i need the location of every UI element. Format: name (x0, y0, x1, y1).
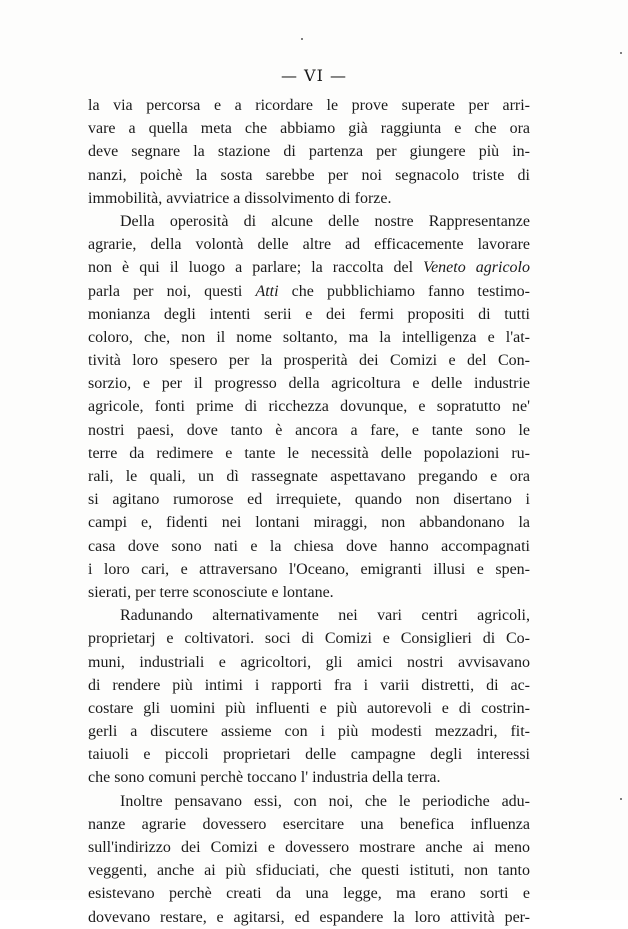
text-segment: non è qui il luogo a parlare; la raccolta del (88, 259, 424, 277)
text-line: casa dove sono nati e la chiesa dove hanno accompagnati (88, 537, 530, 555)
text-line: sorzio, e per il progresso della agricoltura e delle industrie (88, 375, 530, 393)
text-line: monianza degli intenti serii e dei fermi propositi di tutti (88, 305, 530, 323)
text-line: agricole, fonti prime di ricchezza dovunque, e sopratutto ne' (88, 398, 530, 416)
text-line: la via percorsa e a ricordare le prove superate per arri- (88, 97, 530, 114)
text-line: Della operosità di alcune delle nostre Rappresentanze (120, 212, 530, 230)
print-speck (620, 798, 622, 800)
text-line: agrarie, della volontà delle altre ad efficacemente lavorare (88, 236, 530, 254)
text-line: veggenti, anche ai più sfiduciati, che questi istituti, non tanto (88, 862, 530, 880)
italic-title: Veneto agricolo (423, 259, 530, 277)
text-line: esistevano perchè creati da una legge, ma erano sorti e (88, 885, 530, 903)
text-line: nanzi, poichè la sosta sarebbe per noi segnacolo triste di (88, 166, 530, 184)
text-line: vare a quella meta che abbiamo già raggiunta e che ora (88, 120, 530, 138)
text-segment: che pubblichiamo fanno testimo- (278, 282, 530, 300)
text-line: tività loro spesero per la prosperità dei Comizi e del Con- (88, 352, 530, 370)
text-line (88, 280, 530, 303)
text-line: taiuoli e piccoli proprietari delle campagne degli interessi (88, 746, 530, 764)
text-line: di rendere più intimi i rapporti fra i varii distretti, di ac- (88, 676, 530, 694)
text-line: deve segnare la stazione di partenza per giungere più in- (88, 143, 530, 161)
text-line: Radunando alternativamente nei vari centri agricoli, (120, 607, 530, 625)
text-line: rali, le quali, un dì rassegnate aspettavano pregando e ora (88, 468, 530, 485)
text-line: coloro, che, non il nome soltanto, ma la intelligenza e l'at- (88, 328, 530, 346)
text-line: nostri paesi, dove tanto è ancora a fare, e tante sono le (88, 421, 530, 439)
text-line: i loro cari, e attraversano l'Oceano, emigranti illusi e spen- (88, 560, 530, 578)
page-number: — VI — (280, 66, 348, 85)
text-line: campi e, fidenti nei lontani miraggi, non abbandonano la (88, 514, 530, 532)
text-line: si agitano rumorose ed irrequiete, quando non disertano i (88, 491, 530, 509)
text-line: sierati, per terre sconosciute e lontane. (88, 583, 334, 601)
text-line: dovevano restare, e agitarsi, ed espandere la loro attività per- (88, 908, 530, 926)
text-line: nanze agrarie dovessero esercitare una benefica influenza (88, 815, 530, 833)
text-line: costare gli uomini più influenti e più autorevoli e di costrin- (88, 699, 530, 717)
text-segment: parla per noi, questi (88, 282, 256, 300)
text-line (88, 256, 530, 279)
text-line: che sono comuni perchè toccano l' industria della terra. (88, 769, 441, 787)
text-line: Inoltre pensavano essi, con noi, che le periodiche adu- (120, 792, 530, 810)
body-text (88, 94, 530, 929)
text-line: sull'indirizzo dei Comizi e dovessero mostrare anche ai meno (88, 839, 530, 856)
print-speck (301, 38, 303, 40)
italic-title: Atti (255, 282, 279, 300)
text-line: gerli a discutere assieme con i più modesti mezzadri, fit- (88, 723, 530, 741)
text-line: terre da redimere e tante le necessità delle popolazioni ru- (88, 444, 530, 462)
text-line: proprietarj e coltivatori. soci di Comizi e Consiglieri di Co- (88, 630, 530, 648)
text-line: muni, industriali e agricoltori, gli amici nostri avvisavano (88, 653, 530, 671)
print-speck (620, 52, 622, 54)
text-line: immobilità, avviatrice a dissolvimento di forze. (88, 189, 392, 207)
